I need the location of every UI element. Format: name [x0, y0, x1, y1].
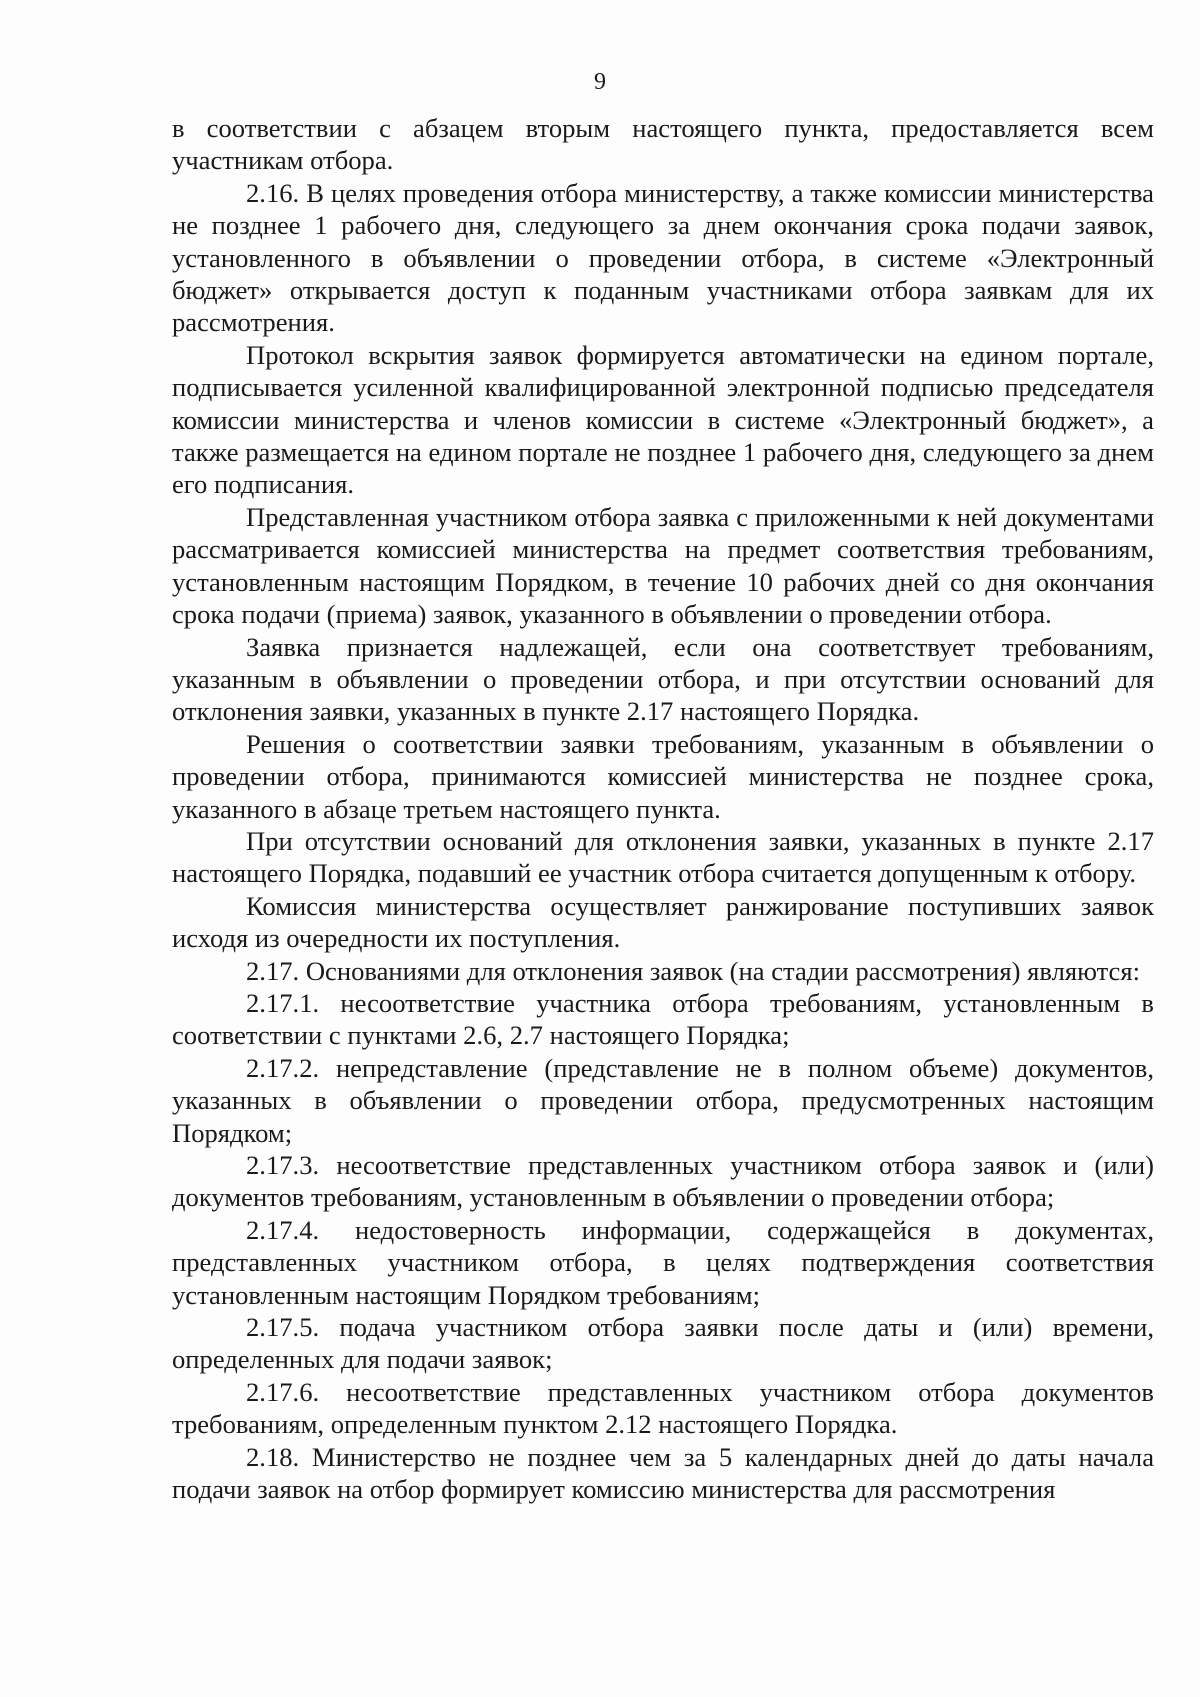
paragraph-ranking: Комиссия министерства осуществляет ранжирование поступивших заявок исходя из очередности их поступления.: [172, 890, 1154, 954]
paragraph-2-18: 2.18. Министерство не позднее чем за 5 календарных дней до даты начала подачи заявок на отбор формирует комиссию министерства для рассмотрения: [172, 1441, 1154, 1505]
paragraph-2-17-6: 2.17.6. несоответствие представленных участником отбора документов требованиям, определенным пунктом 2.12 настоящего Порядка.: [172, 1376, 1154, 1440]
paragraph-2-17-3: 2.17.3. несоответствие представленных участником отбора заявок и (или) документов требованиям, установленным в объявлении о проведении отбора;: [172, 1150, 1154, 1213]
paragraph-decisions: Решения о соответствии заявки требованиям, указанным в объявлении о проведении отбора, принимаются комиссией министерства не позднее срока, указанного в абзаце третьем настоящего пункта.: [172, 728, 1154, 824]
paragraph-2-16: 2.16. В целях проведения отбора министерству, а также комиссии министерства не позднее 1 рабочего дня, следующего за днем окончания срока подачи заявок, установленного в объявлении о проведении отбора, в системе «Электронный бюджет» открывается доступ к поданным участниками отбора заявкам для их рассмотрения.: [172, 177, 1154, 338]
paragraph-continuation: в соответствии с абзацем вторым настоящего пункта, предоставляется всем участникам отбора.: [172, 113, 1154, 176]
paragraph-review: Представленная участником отбора заявка с приложенными к ней документами рассматривается комиссией министерства на предмет соответствия требованиям, установленным настоящим Порядком, в течение 10 рабочих дней со дня окончания срока подачи (приема) заявок, указанного в объявлении о проведении отбора.: [172, 501, 1154, 630]
document-body: [172, 112, 1154, 1505]
page-number: 9: [594, 69, 606, 95]
paragraph-2-17-2: 2.17.2. непредставление (представление не в полном объеме) документов, указанных в объявлении о проведении отбора, предусмотренных настоящим Порядком;: [172, 1052, 1154, 1148]
paragraph-2-17-5: 2.17.5. подача участником отбора заявки после даты и (или) времени, определенных для подачи заявок;: [172, 1312, 1154, 1375]
paragraph-protocol: Протокол вскрытия заявок формируется автоматически на едином портале, подписывается усиленной квалифицированной электронной подписью председателя комиссии министерства и членов комиссии в системе «Электронный бюджет», а также размещается на едином портале не позднее 1 рабочего дня, следующего за днем его подписания.: [172, 339, 1154, 500]
paragraph-2-17-1: 2.17.1. несоответствие участника отбора требованиям, установленным в соответствии с пунктами 2.6, 2.7 настоящего Порядка;: [172, 987, 1154, 1051]
paragraph-admission: При отсутствии оснований для отклонения заявки, указанных в пункте 2.17 настоящего Порядка, подавший ее участник отбора считается допущенным к отбору.: [172, 825, 1154, 889]
paragraph-2-17-4: 2.17.4. недостоверность информации, содержащейся в документах, представленных участником отбора, в целях подтверждения соответствия установленным настоящим Порядком требованиям;: [172, 1214, 1154, 1310]
paragraph-proper-application: Заявка признается надлежащей, если она соответствует требованиям, указанным в объявлении о проведении отбора, и при отсутствии оснований для отклонения заявки, указанных в пункте 2.17 настоящего Порядка.: [172, 631, 1154, 727]
paragraph-2-17: 2.17. Основаниями для отклонения заявок (на стадии рассмотрения) являются:: [246, 955, 1140, 986]
